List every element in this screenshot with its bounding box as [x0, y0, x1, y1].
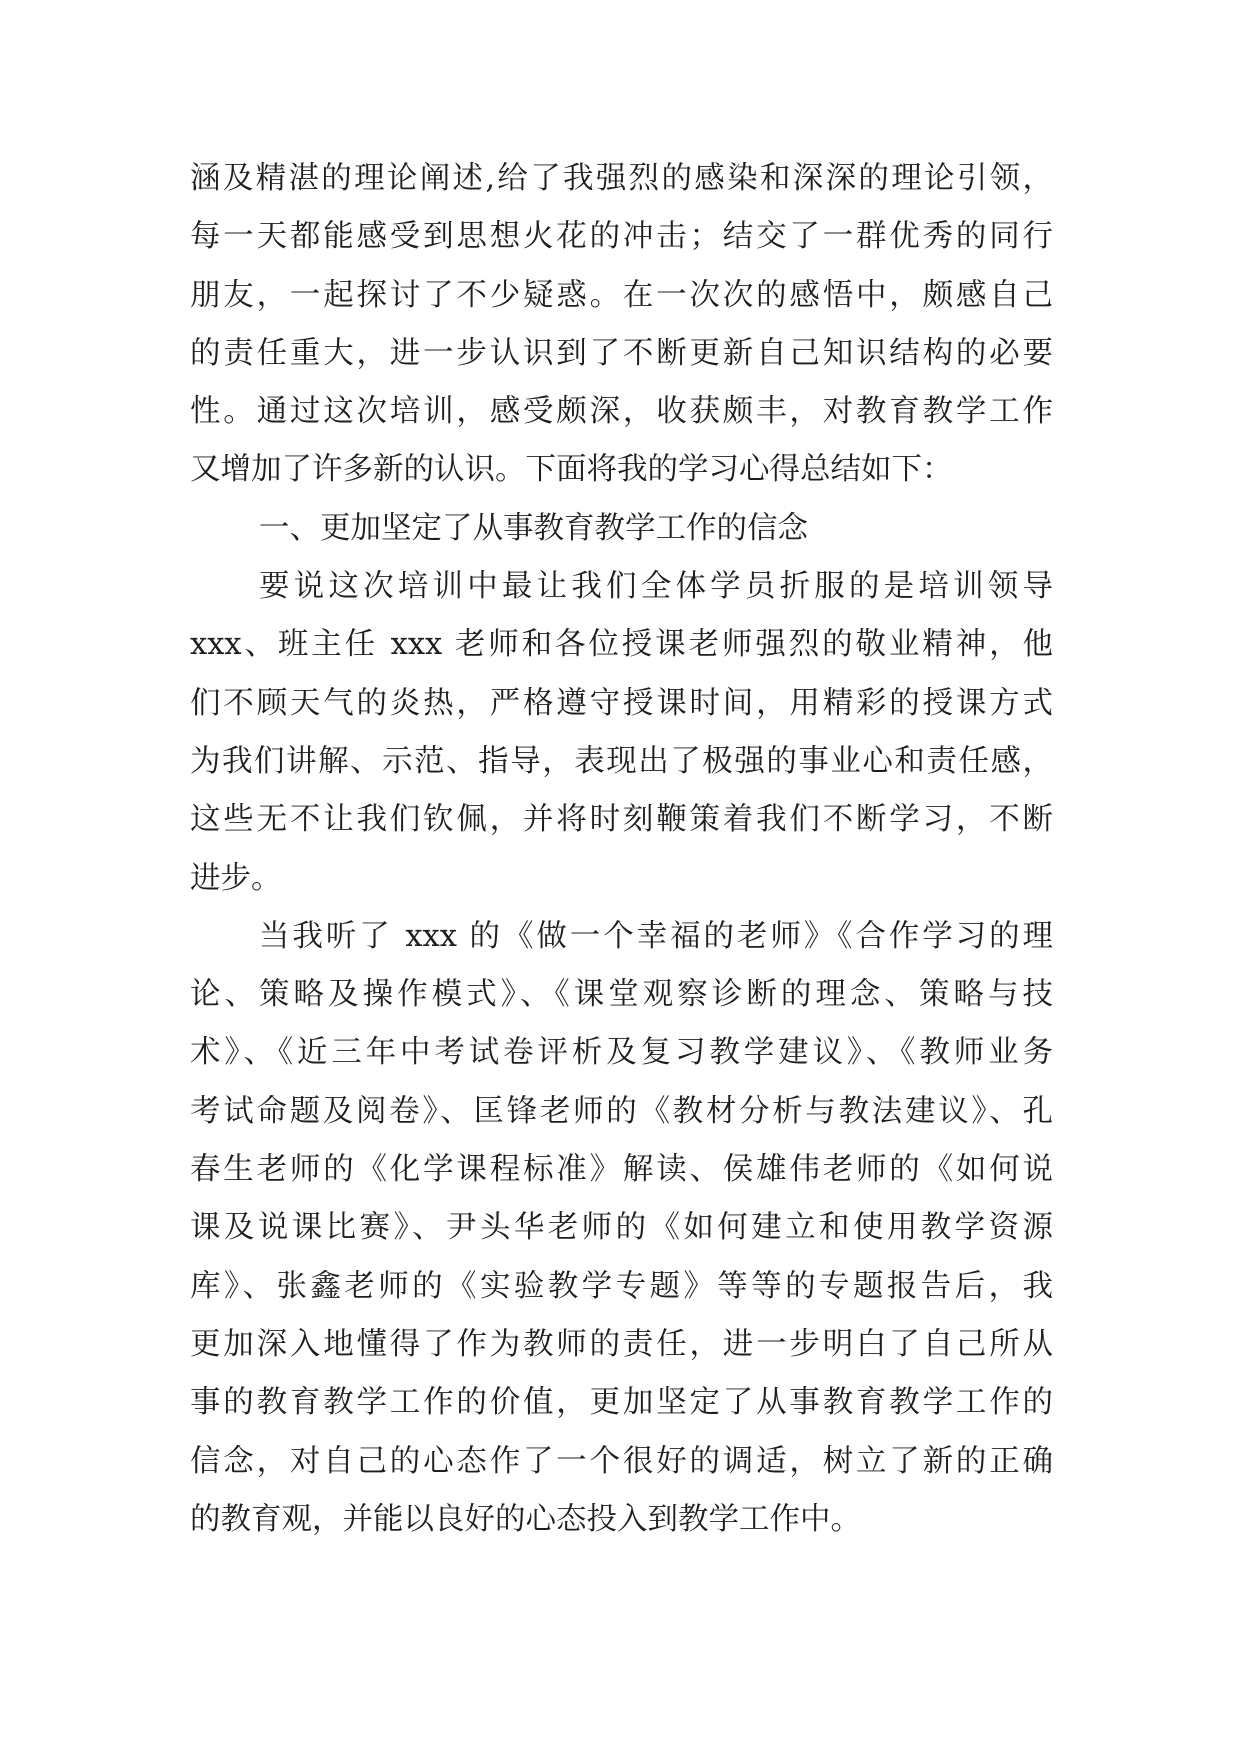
text-line: 们不顾天气的炎热，严格遵守授课时间，用精彩的授课方式: [190, 685, 1053, 721]
text-line: 的责任重大，进一步认识到了不断更新自己知识结构的必要: [190, 335, 1053, 371]
text-line: 事的教育教学工作的价值，更加坚定了从事教育教学工作的: [190, 1385, 1053, 1421]
text-line: 考试命题及阅卷》、匡锋老师的《教材分析与教法建议》、孔: [190, 1093, 1053, 1129]
text-line: 更加深入地懂得了作为教师的责任，进一步明白了自己所从: [190, 1326, 1053, 1362]
text-line: 的教育观，并能以良好的心态投入到教学工作中。: [190, 1501, 861, 1537]
text-line: 信念，对自己的心态作了一个很好的调适，树立了新的正确: [190, 1443, 1053, 1479]
text-line: 论、策略及操作模式》、《课堂观察诊断的理念、策略与技: [190, 977, 1053, 1013]
text-line: 春生老师的《化学课程标准》解读、侯雄伟老师的《如何说: [190, 1152, 1053, 1188]
text-line: 每一天都能感受到思想火花的冲击；结交了一群优秀的同行: [190, 219, 1053, 255]
text-line: 术》、《近三年中考试卷评析及复习教学建议》、《教师业务: [190, 1035, 1053, 1071]
body-text: [190, 150, 1053, 1549]
text-line: 为我们讲解、示范、指导，表现出了极强的事业心和责任感，: [190, 743, 1053, 779]
text-line: 这些无不让我们钦佩，并将时刻鞭策着我们不断学习，不断: [190, 802, 1053, 838]
text-line: 涵及精湛的理论阐述,给了我强烈的感染和深深的理论引领，: [190, 161, 1053, 196]
text-line: 进步。: [190, 860, 282, 896]
text-line: 课及说课比赛》、尹头华老师的《如何建立和使用教学资源: [190, 1210, 1053, 1246]
text-line: 又增加了许多新的认识。下面将我的学习心得总结如下：: [190, 452, 953, 488]
text-line: 库》、张鑫老师的《实验教学专题》等等的专题报告后，我: [190, 1268, 1053, 1304]
section-heading: 一、更加坚定了从事教育教学工作的信念: [259, 510, 808, 546]
text-line: 要说这次培训中最让我们全体学员折服的是培训领导: [259, 569, 1053, 605]
text-line: 朋友，一起探讨了不少疑惑。在一次次的感悟中，颇感自己: [190, 277, 1053, 313]
text-line: 性。通过这次培训，感受颇深，收获颇丰，对教育教学工作: [190, 394, 1053, 430]
text-line: 当我听了 xxx 的《做一个幸福的老师》《合作学习的理: [259, 918, 1053, 954]
text-line: xxx、班主任 xxx 老师和各位授课老师强烈的敬业精神，他: [190, 627, 1053, 663]
